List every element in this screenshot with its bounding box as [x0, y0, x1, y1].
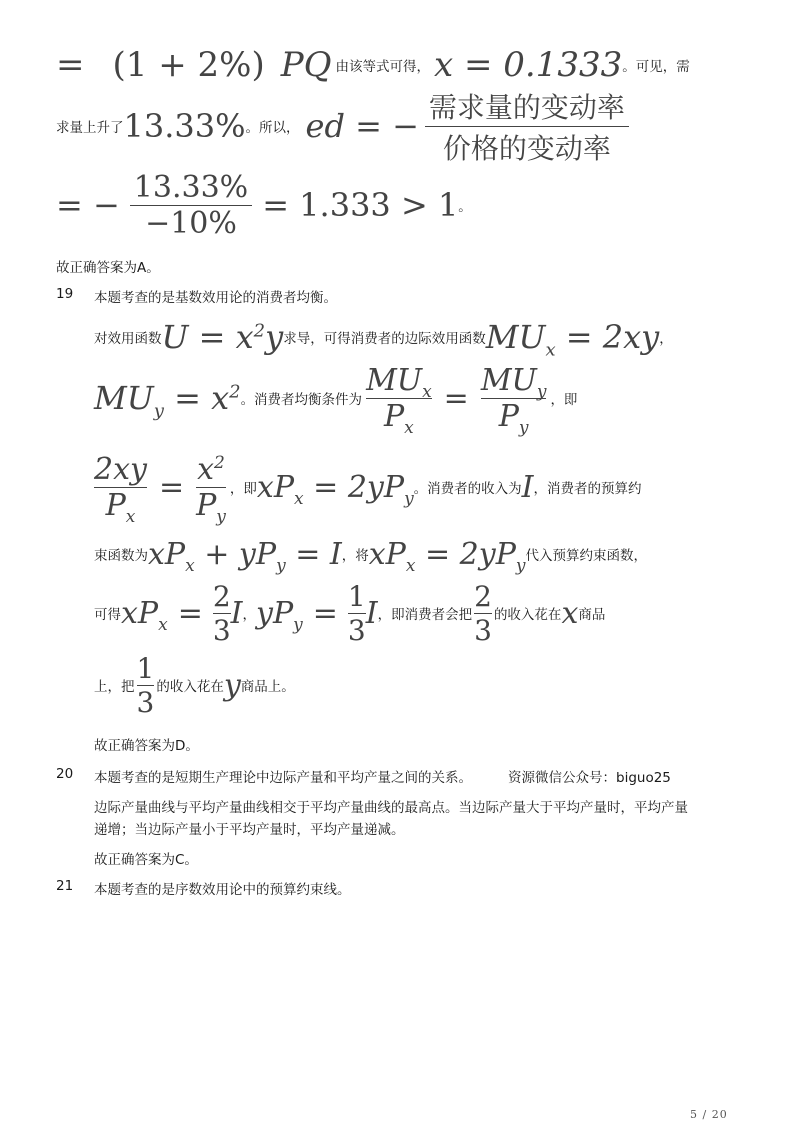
- one-third-fraction: [137, 652, 155, 719]
- y-variable: y: [223, 667, 241, 703]
- text-derive: 由该等式可得，: [335, 59, 430, 75]
- question-20-title: 本题考查的是短期生产理论中边际产量和平均产量之间的关系。: [94, 770, 472, 786]
- xpx-equals-2ypy: $xP_x = 2yP_y$: [256, 469, 414, 509]
- text-equilibrium-condition: 。消费者均衡条件为: [240, 392, 363, 408]
- period: 。: [458, 199, 472, 215]
- equals-sign: =: [312, 595, 338, 631]
- q19-line-2: [94, 354, 577, 442]
- two-thirds-fraction: [213, 580, 231, 647]
- equals-sign: =: [158, 469, 185, 505]
- q19-line-3: [94, 440, 642, 534]
- q19-line-6: [94, 646, 295, 724]
- text-namely: ，即: [229, 481, 257, 497]
- text-into-budget: 代入预算约束函数，: [525, 548, 648, 564]
- text-budget: ，消费者的预算约: [533, 481, 642, 497]
- text-income-spent: 的收入花在: [493, 607, 562, 623]
- fraction-numerator: $MU_x$: [366, 362, 432, 402]
- 2xy-over-px-fraction: [94, 451, 147, 527]
- fraction-denominator: 3: [136, 685, 155, 719]
- utility-function: $U = x^2y$: [161, 318, 284, 356]
- question-number-20: 20: [56, 766, 74, 782]
- fraction-denominator: $P_x$: [383, 398, 414, 438]
- fraction-denominator: 3: [212, 613, 231, 647]
- budget-equation: $xP_x + yP_y = I$: [148, 536, 342, 576]
- fraction-denominator: 3: [474, 613, 492, 647]
- text-consumer-income: 。消费者的收入为: [413, 481, 522, 497]
- muy-over-py-fraction: [480, 362, 547, 438]
- x2-over-py-fraction: [196, 451, 226, 527]
- fraction-numerator: 需求量的变动率: [428, 90, 625, 124]
- q20-body-line-1: 边际产量曲线与平均产量曲线相交于平均产量曲线的最高点。当边际产量大于平均产量时，平均产量: [94, 800, 688, 816]
- text-spend: ，即消费者会把: [377, 607, 473, 623]
- income-variable: I: [521, 469, 534, 505]
- fraction-denominator: −10%: [145, 205, 237, 241]
- xpx-term: $xP_x$: [121, 595, 168, 635]
- text-substitute: ，将: [341, 548, 369, 564]
- income-variable: I: [230, 595, 243, 631]
- fraction-numerator: 2: [474, 579, 492, 613]
- xpx-equals-2ypy: $xP_x = 2yP_y$: [368, 536, 526, 576]
- income-variable: I: [365, 595, 378, 631]
- fraction-denominator: 3: [347, 613, 366, 647]
- elasticity-fraction: [425, 86, 629, 167]
- text-obtain: 可得: [94, 607, 121, 623]
- growth-factor: (1 + 2%): [112, 45, 265, 85]
- source-watermark: 资源微信公众号：biguo25: [508, 770, 671, 786]
- one-third-fraction: [348, 580, 366, 647]
- text-utility-function: 对效用函数: [94, 331, 162, 347]
- text-goods: 商品: [578, 607, 606, 623]
- percent-value: 13.33%: [123, 107, 246, 145]
- answer-d: 故正确答案为D。: [94, 738, 199, 754]
- formula-line-2: [56, 86, 629, 166]
- fraction-numerator: $x^2$: [197, 451, 225, 487]
- comma: ，: [242, 607, 257, 623]
- fraction-numerator: 2xy: [94, 451, 147, 487]
- ypy-term: $yP_y$: [256, 595, 303, 635]
- text-on: 上，把: [94, 679, 135, 695]
- equals-sign: =: [56, 45, 85, 85]
- question-number-21: 21: [56, 878, 74, 894]
- text-namely: ，即: [550, 392, 578, 408]
- fraction-numerator: 1: [347, 579, 366, 613]
- fraction-numerator: 13.33%: [133, 169, 249, 205]
- answer-a: 故正确答案为A。: [56, 260, 160, 276]
- q20-body-line-2: 递增；当边际产量小于平均产量时，平均产量递减。: [94, 822, 405, 838]
- comma: ，: [659, 331, 673, 347]
- x-variable: x: [561, 595, 579, 631]
- fraction-numerator: 2: [212, 579, 231, 613]
- x-value-equation: x = 0.1333: [433, 45, 623, 85]
- fraction-numerator: 1: [136, 651, 155, 685]
- fraction-denominator: $P_x$: [105, 487, 136, 527]
- result-equation: = 1.333 > 1: [262, 186, 459, 224]
- formula-line-1: [56, 40, 690, 90]
- fraction-numerator: $MU_y$: [480, 362, 547, 402]
- text-demand-rose: 求量上升了: [56, 120, 124, 136]
- text-goods-end: 商品上。: [240, 679, 295, 695]
- text-therefore: 。所以，: [245, 120, 300, 136]
- question-19-title: 本题考查的是基数效用论的消费者均衡。: [94, 290, 337, 306]
- fraction-denominator: 价格的变动率: [442, 131, 611, 165]
- fraction-denominator: $P_y$: [498, 398, 529, 438]
- equals-minus: = −: [56, 186, 120, 224]
- answer-c: 故正确答案为C。: [94, 852, 198, 868]
- equals-sign: =: [177, 595, 203, 631]
- text-budget-function: 束函数为: [94, 548, 148, 564]
- formula-line-3: [56, 164, 472, 246]
- pq-variable: PQ: [280, 45, 332, 85]
- mux-over-px-fraction: [366, 362, 432, 438]
- text-marginal-utility: 求导，可得消费者的边际效用函数: [283, 331, 486, 347]
- mux-equation: $MU_x = 2xy$: [485, 318, 660, 361]
- fraction-denominator: $P_y$: [196, 487, 226, 527]
- percent-fraction: [130, 170, 252, 241]
- question-21-title: 本题考查的是序数效用论中的预算约束线。: [94, 882, 351, 898]
- text-visible: 。可见，需: [622, 59, 690, 75]
- muy-equation: $MU_y = x^2$: [94, 379, 241, 422]
- question-number-19: 19: [56, 286, 74, 302]
- page-number: 5 / 20: [690, 1108, 728, 1121]
- q19-line-5: [94, 574, 605, 652]
- ed-equation: ed = −: [305, 107, 419, 145]
- text-income-spent: 的收入花在: [156, 679, 224, 695]
- equals-sign: =: [443, 380, 469, 416]
- q19-line-4: [94, 530, 647, 578]
- two-thirds-fraction: [474, 580, 492, 647]
